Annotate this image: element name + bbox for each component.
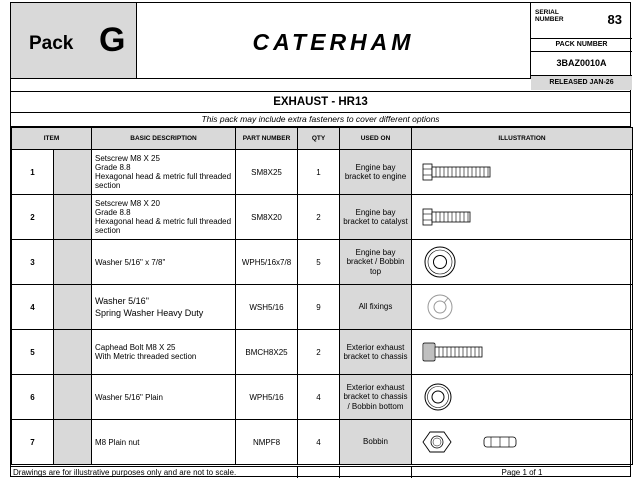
serial-number: 83 — [607, 12, 622, 27]
pack-word: Pack — [29, 33, 74, 54]
table-header-row — [12, 128, 633, 150]
desc-line: M8 Plain nut — [95, 437, 140, 447]
col-part-number: PART NUMBER — [236, 128, 298, 150]
item-illustration — [412, 330, 633, 375]
item-number: 4 — [12, 285, 54, 330]
item-illustration — [412, 240, 633, 285]
release-date: RELEASED JAN-26 — [531, 76, 632, 90]
used-line: bracket to chassis — [343, 352, 408, 361]
pack-label-box — [11, 3, 137, 79]
desc-line: Setscrew M8 X 25 — [95, 154, 160, 163]
part-number: WPH5/16 — [236, 375, 298, 420]
footer-disclaimer: Drawings are for illustrative purposes only and are not to scale. — [13, 468, 237, 477]
item-illustration — [412, 195, 633, 240]
used-line: Exterior exhaust — [346, 342, 405, 352]
used-line: / Bobbin bottom — [347, 401, 404, 411]
item-check-cell — [54, 330, 92, 375]
brand-logo: CATERHAM — [252, 29, 415, 55]
pack-letter: G — [99, 21, 126, 59]
item-check-cell — [54, 420, 92, 465]
item-illustration — [412, 375, 633, 420]
used-line: Engine bay — [355, 162, 396, 172]
serial-number-cell — [531, 3, 632, 39]
desc-line: Spring Washer Heavy Duty — [95, 308, 204, 318]
table-row — [12, 240, 633, 285]
item-number: 3 — [12, 240, 54, 285]
quantity: 2 — [298, 195, 340, 240]
part-number: SM8X20 — [236, 195, 298, 240]
used-line: bracket to catalyst — [343, 217, 408, 226]
item-description — [92, 375, 236, 420]
desc-line: Hexagonal head & metric full threaded section — [95, 217, 232, 235]
desc-line: With Metric threaded section — [95, 352, 197, 361]
used-on — [340, 375, 412, 420]
part-number: SM8X25 — [236, 150, 298, 195]
pack-number-label: PACK NUMBER — [531, 39, 632, 52]
quantity: 2 — [298, 330, 340, 375]
table-row — [12, 420, 633, 465]
page-footer — [11, 466, 630, 478]
used-on — [340, 420, 412, 465]
used-on — [340, 195, 412, 240]
spring-washer-icon — [422, 291, 458, 323]
used-line: Engine bay — [355, 247, 396, 257]
page-title: EXHAUST - HR13 — [11, 91, 630, 113]
used-line: All fixings — [358, 302, 393, 312]
serial-number-label — [535, 9, 564, 23]
item-illustration — [412, 150, 633, 195]
pack-number: 3BAZ0010A — [531, 52, 632, 76]
pack-info-box — [531, 3, 632, 90]
used-line: top — [369, 266, 382, 276]
item-check-cell — [54, 150, 92, 195]
col-qty: QTY — [298, 128, 340, 150]
part-number: WSH5/16 — [236, 285, 298, 330]
used-line: Engine bay — [355, 207, 396, 217]
desc-line: Grade 8.8 — [95, 163, 131, 172]
footer-divider — [339, 467, 340, 478]
desc-line: Grade 8.8 — [95, 208, 131, 217]
used-line: bracket / Bobbin — [346, 257, 405, 267]
hex-setscrew-icon — [422, 161, 492, 183]
used-line: Exterior exhaust — [346, 382, 405, 392]
washer-icon — [422, 381, 454, 413]
item-number: 2 — [12, 195, 54, 240]
table-row — [12, 285, 633, 330]
washer-icon — [422, 244, 458, 280]
serial-label-line-2: NUMBER — [535, 16, 564, 23]
quantity: 5 — [298, 240, 340, 285]
item-illustration — [412, 285, 633, 330]
part-number: NMPF8 — [236, 420, 298, 465]
desc-line: Washer 5/16" x 7/8" — [95, 257, 166, 267]
parts-table — [11, 127, 633, 465]
item-description — [92, 285, 236, 330]
item-check-cell — [54, 285, 92, 330]
table-row — [12, 150, 633, 195]
pack-note: This pack may include extra fasteners to cover different options — [11, 113, 630, 127]
item-number: 7 — [12, 420, 54, 465]
item-check-cell — [54, 375, 92, 420]
item-description — [92, 420, 236, 465]
item-number: 6 — [12, 375, 54, 420]
item-description — [92, 330, 236, 375]
item-check-cell — [54, 195, 92, 240]
col-illustration: ILLUSTRATION — [412, 128, 633, 150]
brand-logo-box — [137, 3, 531, 79]
item-illustration — [412, 420, 633, 465]
used-line: bracket to engine — [344, 172, 407, 181]
used-line: Bobbin — [363, 437, 388, 447]
desc-line: Caphead Bolt M8 X 25 — [95, 343, 176, 352]
desc-line: Washer 5/16" — [95, 296, 149, 306]
serial-label-line-1: SERIAL — [535, 9, 559, 16]
item-number: 1 — [12, 150, 54, 195]
item-description — [92, 240, 236, 285]
used-on — [340, 330, 412, 375]
desc-line: Washer 5/16" Plain — [95, 392, 163, 402]
item-check-cell — [54, 240, 92, 285]
footer-divider — [297, 467, 298, 478]
quantity: 4 — [298, 420, 340, 465]
pack-sheet — [10, 2, 631, 477]
table-row — [12, 330, 633, 375]
part-number: BMCH8X25 — [236, 330, 298, 375]
col-description: BASIC DESCRIPTION — [92, 128, 236, 150]
caphead-bolt-icon — [422, 341, 484, 363]
desc-line: Hexagonal head & metric full threaded section — [95, 172, 232, 190]
item-number: 5 — [12, 330, 54, 375]
hex-nut-icon — [422, 428, 522, 456]
desc-line: Setscrew M8 X 20 — [95, 199, 160, 208]
used-on — [340, 285, 412, 330]
used-line: bracket to chassis — [343, 392, 408, 402]
table-row — [12, 195, 633, 240]
col-item: ITEM — [12, 128, 92, 150]
hex-setscrew-icon — [422, 206, 472, 228]
used-on — [340, 240, 412, 285]
part-number: WPH5/16x7/8 — [236, 240, 298, 285]
item-description — [92, 150, 236, 195]
used-on — [340, 150, 412, 195]
table-row — [12, 375, 633, 420]
quantity: 4 — [298, 375, 340, 420]
page-number: Page 1 of 1 — [411, 467, 632, 478]
quantity: 9 — [298, 285, 340, 330]
col-used-on: USED ON — [340, 128, 412, 150]
item-description — [92, 195, 236, 240]
quantity: 1 — [298, 150, 340, 195]
